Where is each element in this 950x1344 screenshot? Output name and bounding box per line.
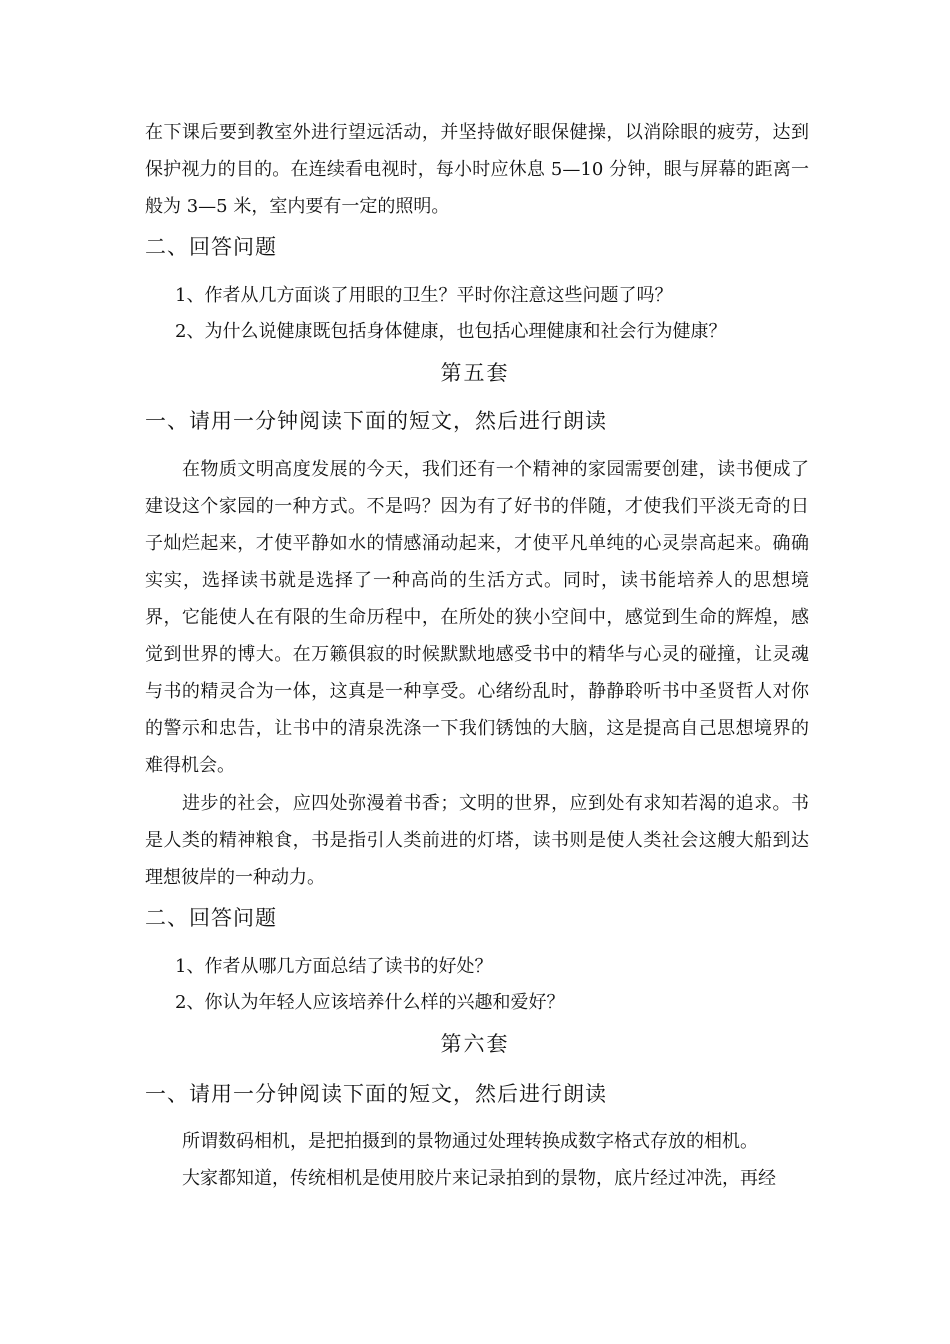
set5-question-1: 1、作者从哪几方面总结了读书的好处？: [175, 956, 493, 977]
set5-question-2: 2、你认为年轻人应该培养什么样的兴趣和爱好？: [175, 992, 565, 1013]
set6-read-heading: 一、请用一分钟阅读下面的短文，然后进行朗读: [145, 1082, 607, 1106]
set5-read-heading: 一、请用一分钟阅读下面的短文，然后进行朗读: [145, 409, 607, 433]
set6-paragraph-2: 大家都知道，传统相机是使用胶片来记录拍到的景物，底片经过冲洗，再经: [182, 1168, 776, 1189]
set6-paragraph-1: 所谓数码相机，是把拍摄到的景物通过处理转换成数字格式存放的相机。: [182, 1131, 758, 1152]
set5-paragraph-1: 在物质文明高度发展的今天，我们还有一个精神的家园需要创建，读书便成了建设这个家园的一种方式。不是吗？因为有了好书的伴随，才使我们平淡无奇的日子灿烂起来，才使平静如水的情感涌动起来，才使平凡单纯的心灵崇高起来。确确实实，选择读书就是选择了一种高尚的生活方式。同时，读书能培养人的思想境界，它能使人在有限的生命历程中，在所处的狭小空间中，感觉到生命的辉煌，感觉到世界的博大。在万籁俱寂的时候默默地感受书中的精华与心灵的碰撞，让灵魂与书的精灵合为一体，这真是一种享受。心绪纷乱时，静静聆听书中圣贤哲人对你的警示和忠告，让书中的清泉洗涤一下我们锈蚀的大脑，这是提高自己思想境界的难得机会。: [145, 459, 809, 776]
intro-paragraph: 在下课后要到教室外进行望远活动，并坚持做好眼保健操，以消除眼的疲劳，达到保护视力的目的。在连续看电视时，每小时应休息 5—10 分钟，眼与屏幕的距离一般为 3—5 米，室内要有一定的照明。: [145, 122, 809, 217]
set6-title: 第六套: [440, 1032, 510, 1056]
set5-paragraph-2: 进步的社会，应四处弥漫着书香；文明的世界，应到处有求知若渴的追求。书是人类的精神粮食，书是指引人类前进的灯塔，读书则是使人类社会这艘大船到达理想彼岸的一种动力。: [145, 793, 809, 888]
set4-question-2: 2、为什么说健康既包括身体健康，也包括心理健康和社会行为健康？: [175, 321, 727, 342]
set4-answer-heading: 二、回答问题: [145, 235, 277, 259]
set5-title: 第五套: [440, 361, 510, 385]
set4-question-1: 1、作者从几方面谈了用眼的卫生？平时你注意这些问题了吗？: [175, 285, 673, 306]
set5-answer-heading: 二、回答问题: [145, 906, 277, 930]
